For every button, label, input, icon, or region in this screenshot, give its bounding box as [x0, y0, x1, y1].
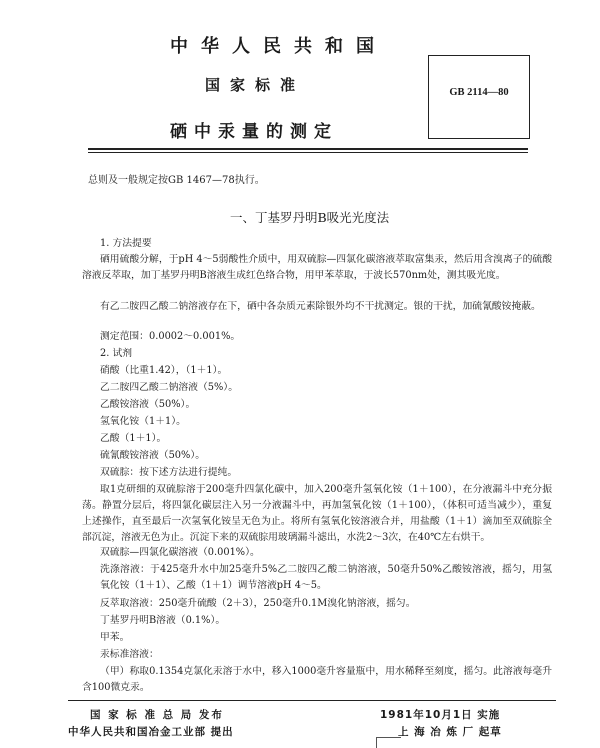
section-heading: 一、丁基罗丹明B吸光光度法	[230, 210, 390, 225]
reagent-item: 氢氧化铵（1＋1）。	[100, 416, 186, 427]
intro-text: 总则及一般规定按GB 1467—78执行。	[88, 175, 265, 186]
header-country: 中华人民共和国	[170, 36, 387, 57]
reagent-item: 丁基罗丹明B溶液（0.1%）。	[100, 615, 226, 626]
footer-issuer: 国 家 标 准 总 局 发布	[90, 709, 224, 721]
dithizone-purification: 取1克研细的双硫腙溶于200毫升四氯化碳中，加入200毫升氢氧化铵（1＋100），在分液漏斗中充分振荡。静置分层后，将四氯化碳层注入另一分液漏斗中，再加氢氧化铵（1＋100），（体积可适当减少），重复上述操作，直至最后一次氢氧化铵呈无色为止。将所有氢氧化铵溶液合并，用盐酸（1＋1）滴加至双硫腙全部沉淀，溶液无色为止。沉淀下来的双硫腙用玻璃漏斗滤出，水洗2～3次，在40℃左右烘干。	[82, 484, 552, 543]
reagents-heading: 2. 试剂	[100, 348, 133, 359]
mercury-standard-a: （甲）称取0.1354克氯化汞溶于水中，移入1000毫升容量瓶中，用水稀释至刻度，摇匀。此溶液每毫升含100微克汞。	[82, 666, 552, 693]
reagent-item: 反萃取溶液：250毫升硫酸（2＋3），250毫升0.1M溴化钠溶液，摇匀。	[100, 598, 416, 609]
header-rule	[88, 148, 528, 150]
page-mark	[376, 737, 401, 748]
reagent-item: 乙酸铵溶液（50%）。	[100, 399, 196, 410]
measuring-range: 测定范围：0.0002～0.001%。	[100, 331, 241, 342]
footer-proposer: 中华人民共和国冶金工业部 提出	[68, 726, 234, 738]
footer-effective-date: 1981年10月1日 实施	[380, 709, 501, 721]
footer-drafter: 上 海 冶 炼 厂 起草	[398, 726, 502, 738]
method-summary-heading: 1. 方法提要	[100, 238, 152, 249]
document-title: 硒中汞量的测定	[170, 122, 338, 142]
wash-solution: 洗涤溶液：于425毫升水中加25毫升5%乙二胺四乙酸二钠溶液，50毫升50%乙酸铵溶液，摇匀，用氢氧化铵（1＋1）、乙酸（1＋1）调节溶液pH 4～5。	[100, 564, 552, 591]
reagent-item: 乙酸（1＋1）。	[100, 433, 167, 444]
header-rule-thin	[88, 152, 528, 153]
header-national-standard: 国家标准	[205, 76, 306, 94]
reagent-item: 乙二胺四乙酸二钠溶液（5%）。	[100, 382, 239, 393]
reagent-item: 双硫腙—四氯化碳溶液（0.001%）。	[100, 547, 260, 558]
footer-rule	[68, 700, 556, 701]
standard-code-box	[428, 55, 530, 139]
reagent-item: 硫氰酸铵溶液（50%）。	[100, 450, 206, 461]
reagent-item: 硝酸（比重1.42），（1＋1）。	[100, 365, 228, 376]
reagent-item: 甲苯。	[100, 632, 130, 643]
reagent-item: 汞标准溶液：	[100, 649, 159, 660]
interference-text: 有乙二胺四乙酸二钠溶液存在下，硒中各杂质元素除银外均不干扰测定。银的干扰，加硫氰酸铵掩蔽。	[100, 301, 541, 312]
standard-code: GB 2114—80	[449, 87, 509, 98]
reagent-item: 双硫腙：按下述方法进行提纯。	[100, 467, 238, 478]
method-summary-text: 硒用硫酸分解，于pH 4～5弱酸性介质中，用双硫腙—四氯化碳溶液萃取富集汞，然后用含溴离子的硫酸溶液反萃取，加丁基罗丹明B溶液生成红色络合物，用甲苯萃取，于波长570nm处，测其吸光度。	[82, 254, 552, 281]
